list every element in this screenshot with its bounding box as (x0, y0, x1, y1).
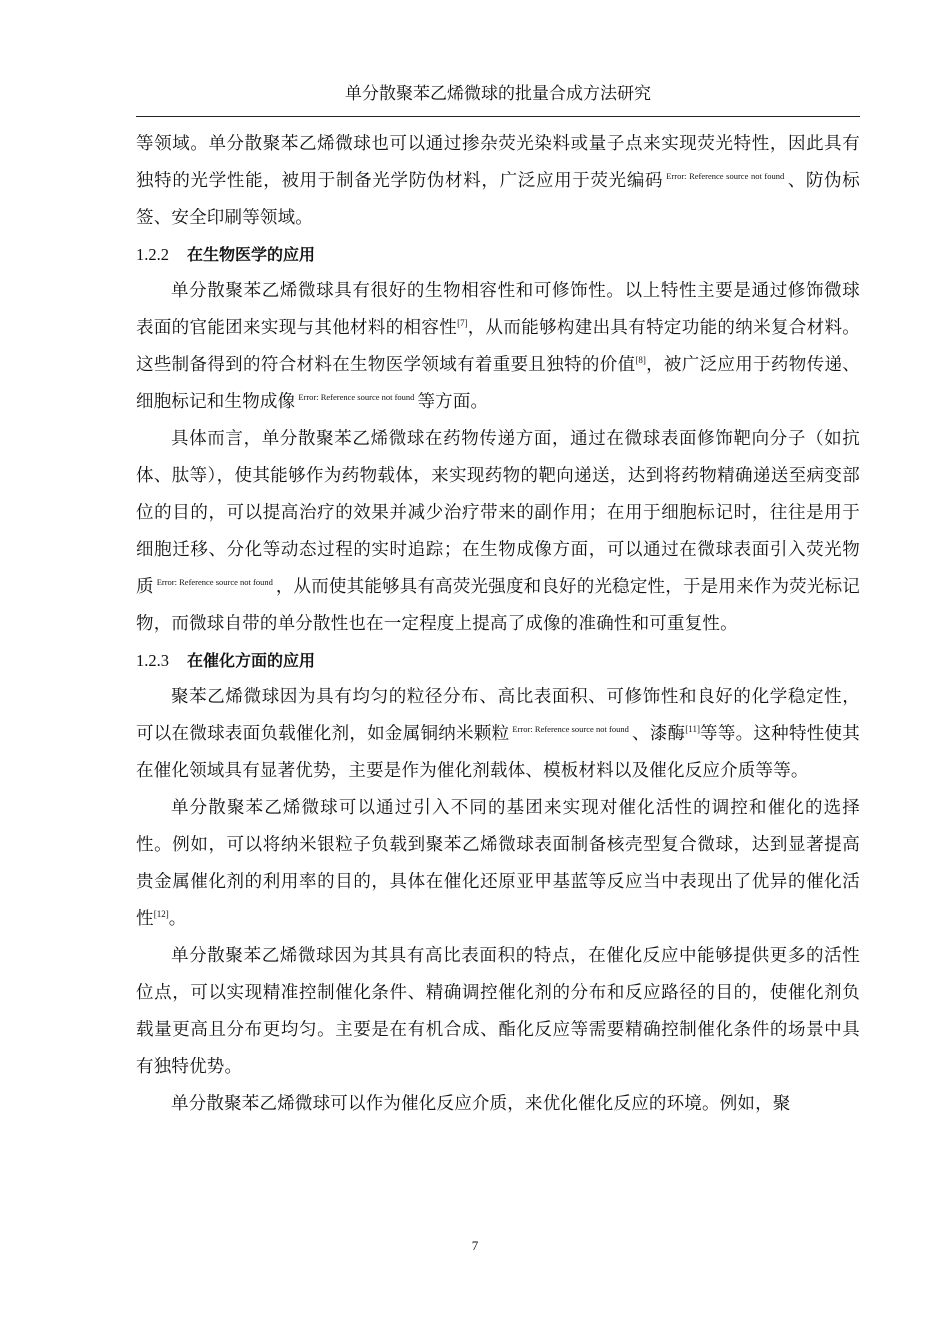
section-heading-1-2-3 (136, 643, 860, 679)
body-text (136, 126, 860, 1123)
text-run: 、漆酶 (631, 724, 686, 744)
paragraph-continued (136, 126, 860, 237)
citation-ref: [7] (457, 318, 468, 328)
text-run: ，被广泛应用于药物传递、细胞标记和生物成像 (136, 355, 860, 412)
citation-ref: [8] (635, 355, 646, 365)
page-number: 7 (471, 1238, 479, 1253)
citation-error: Error: Reference source not found (666, 171, 785, 181)
section-heading-1-2-2 (136, 237, 860, 273)
paragraph (136, 790, 860, 938)
citation-ref: [12] (153, 909, 169, 919)
citation-error: Error: Reference source not found (512, 724, 629, 734)
paragraph (136, 421, 860, 643)
text-run: 等等。这种特性使其在催化领域具有显著优势，主要是作为催化剂载体、模板材料以及催化反应介质等等。 (136, 724, 860, 781)
text-run: ，从而使其能够具有高荧光强度和良好的光稳定性，于是用来作为荧光标记物，而微球自带的单分散性也在一定程度上提高了成像的准确性和可重复性。 (136, 577, 860, 634)
citation-error: Error: Reference source not found (156, 577, 273, 587)
section-title: 在催化方面的应用 (187, 651, 316, 670)
text-run: 。 (168, 909, 187, 929)
paragraph (136, 273, 860, 421)
header-title: 单分散聚苯乙烯微球的批量合成方法研究 (345, 84, 651, 104)
paragraph (136, 679, 860, 790)
citation-error: Error: Reference source not found (298, 392, 415, 402)
text-run: 、防伪标签、安全印刷等领域。 (136, 171, 860, 228)
section-title: 在生物医学的应用 (187, 245, 316, 264)
text-run: 等领域。单分散聚苯乙烯微球也可以通过掺杂荧光染料或量子点来实现荧光特性，因此具有独特的光学性能，被用于制备光学防伪材料，广泛应用于荧光编码 (136, 134, 860, 191)
paragraph: 单分散聚苯乙烯微球因为其具有高比表面积的特点，在催化反应中能够提供更多的活性位点，可以实现精准控制催化条件、精确调控催化剂的分布和反应路径的目的，使催化剂负载量更高且分布更均匀。主要是在有机合成、酯化反应等需要精确控制催化条件的场景中具有独特优势。 (136, 946, 860, 1077)
text-run: 单分散聚苯乙烯微球具有很好的生物相容性和可修饰性。以上特性主要是通过修饰微球表面的官能团来实现与其他材料的相容性 (136, 281, 860, 338)
citation-ref: [11] (685, 724, 700, 734)
text-run: 等方面。 (417, 392, 489, 412)
section-number: 1.2.3 (136, 651, 169, 670)
text-run: ，从而能够构建出具有特定功能的纳米复合材料。这些制备得到的符合材料在生物医学领域有着重要且独特的价值 (136, 318, 860, 375)
section-number: 1.2.2 (136, 245, 169, 264)
running-header (136, 82, 860, 117)
paragraph: 单分散聚苯乙烯微球可以作为催化反应介质，来优化催化反应的环境。例如，聚 (171, 1094, 791, 1114)
text-run: 单分散聚苯乙烯微球可以通过引入不同的基团来实现对催化活性的调控和催化的选择性。例如，可以将纳米银粒子负载到聚苯乙烯微球表面制备核壳型复合微球，达到显著提高贵金属催化剂的利用率的目的，具体在催化还原亚甲基蓝等反应当中表现出了优异的催化活性 (136, 798, 860, 929)
text-run: 聚苯乙烯微球因为具有均匀的粒径分布、高比表面积、可修饰性和良好的化学稳定性，可以在微球表面负载催化剂，如金属铜纳米颗粒 (136, 687, 860, 744)
text-run: 具体而言，单分散聚苯乙烯微球在药物传递方面，通过在微球表面修饰靶向分子（如抗体、肽等），使其能够作为药物载体，来实现药物的靶向递送，达到将药物精确递送至病变部位的目的，可以提高治疗的效果并减少治疗带来的副作用；在用于细胞标记时，往往是用于细胞迁移、分化等动态过程的实时追踪；在生物成像方面，可以通过在微球表面引入荧光物质 (136, 429, 860, 597)
